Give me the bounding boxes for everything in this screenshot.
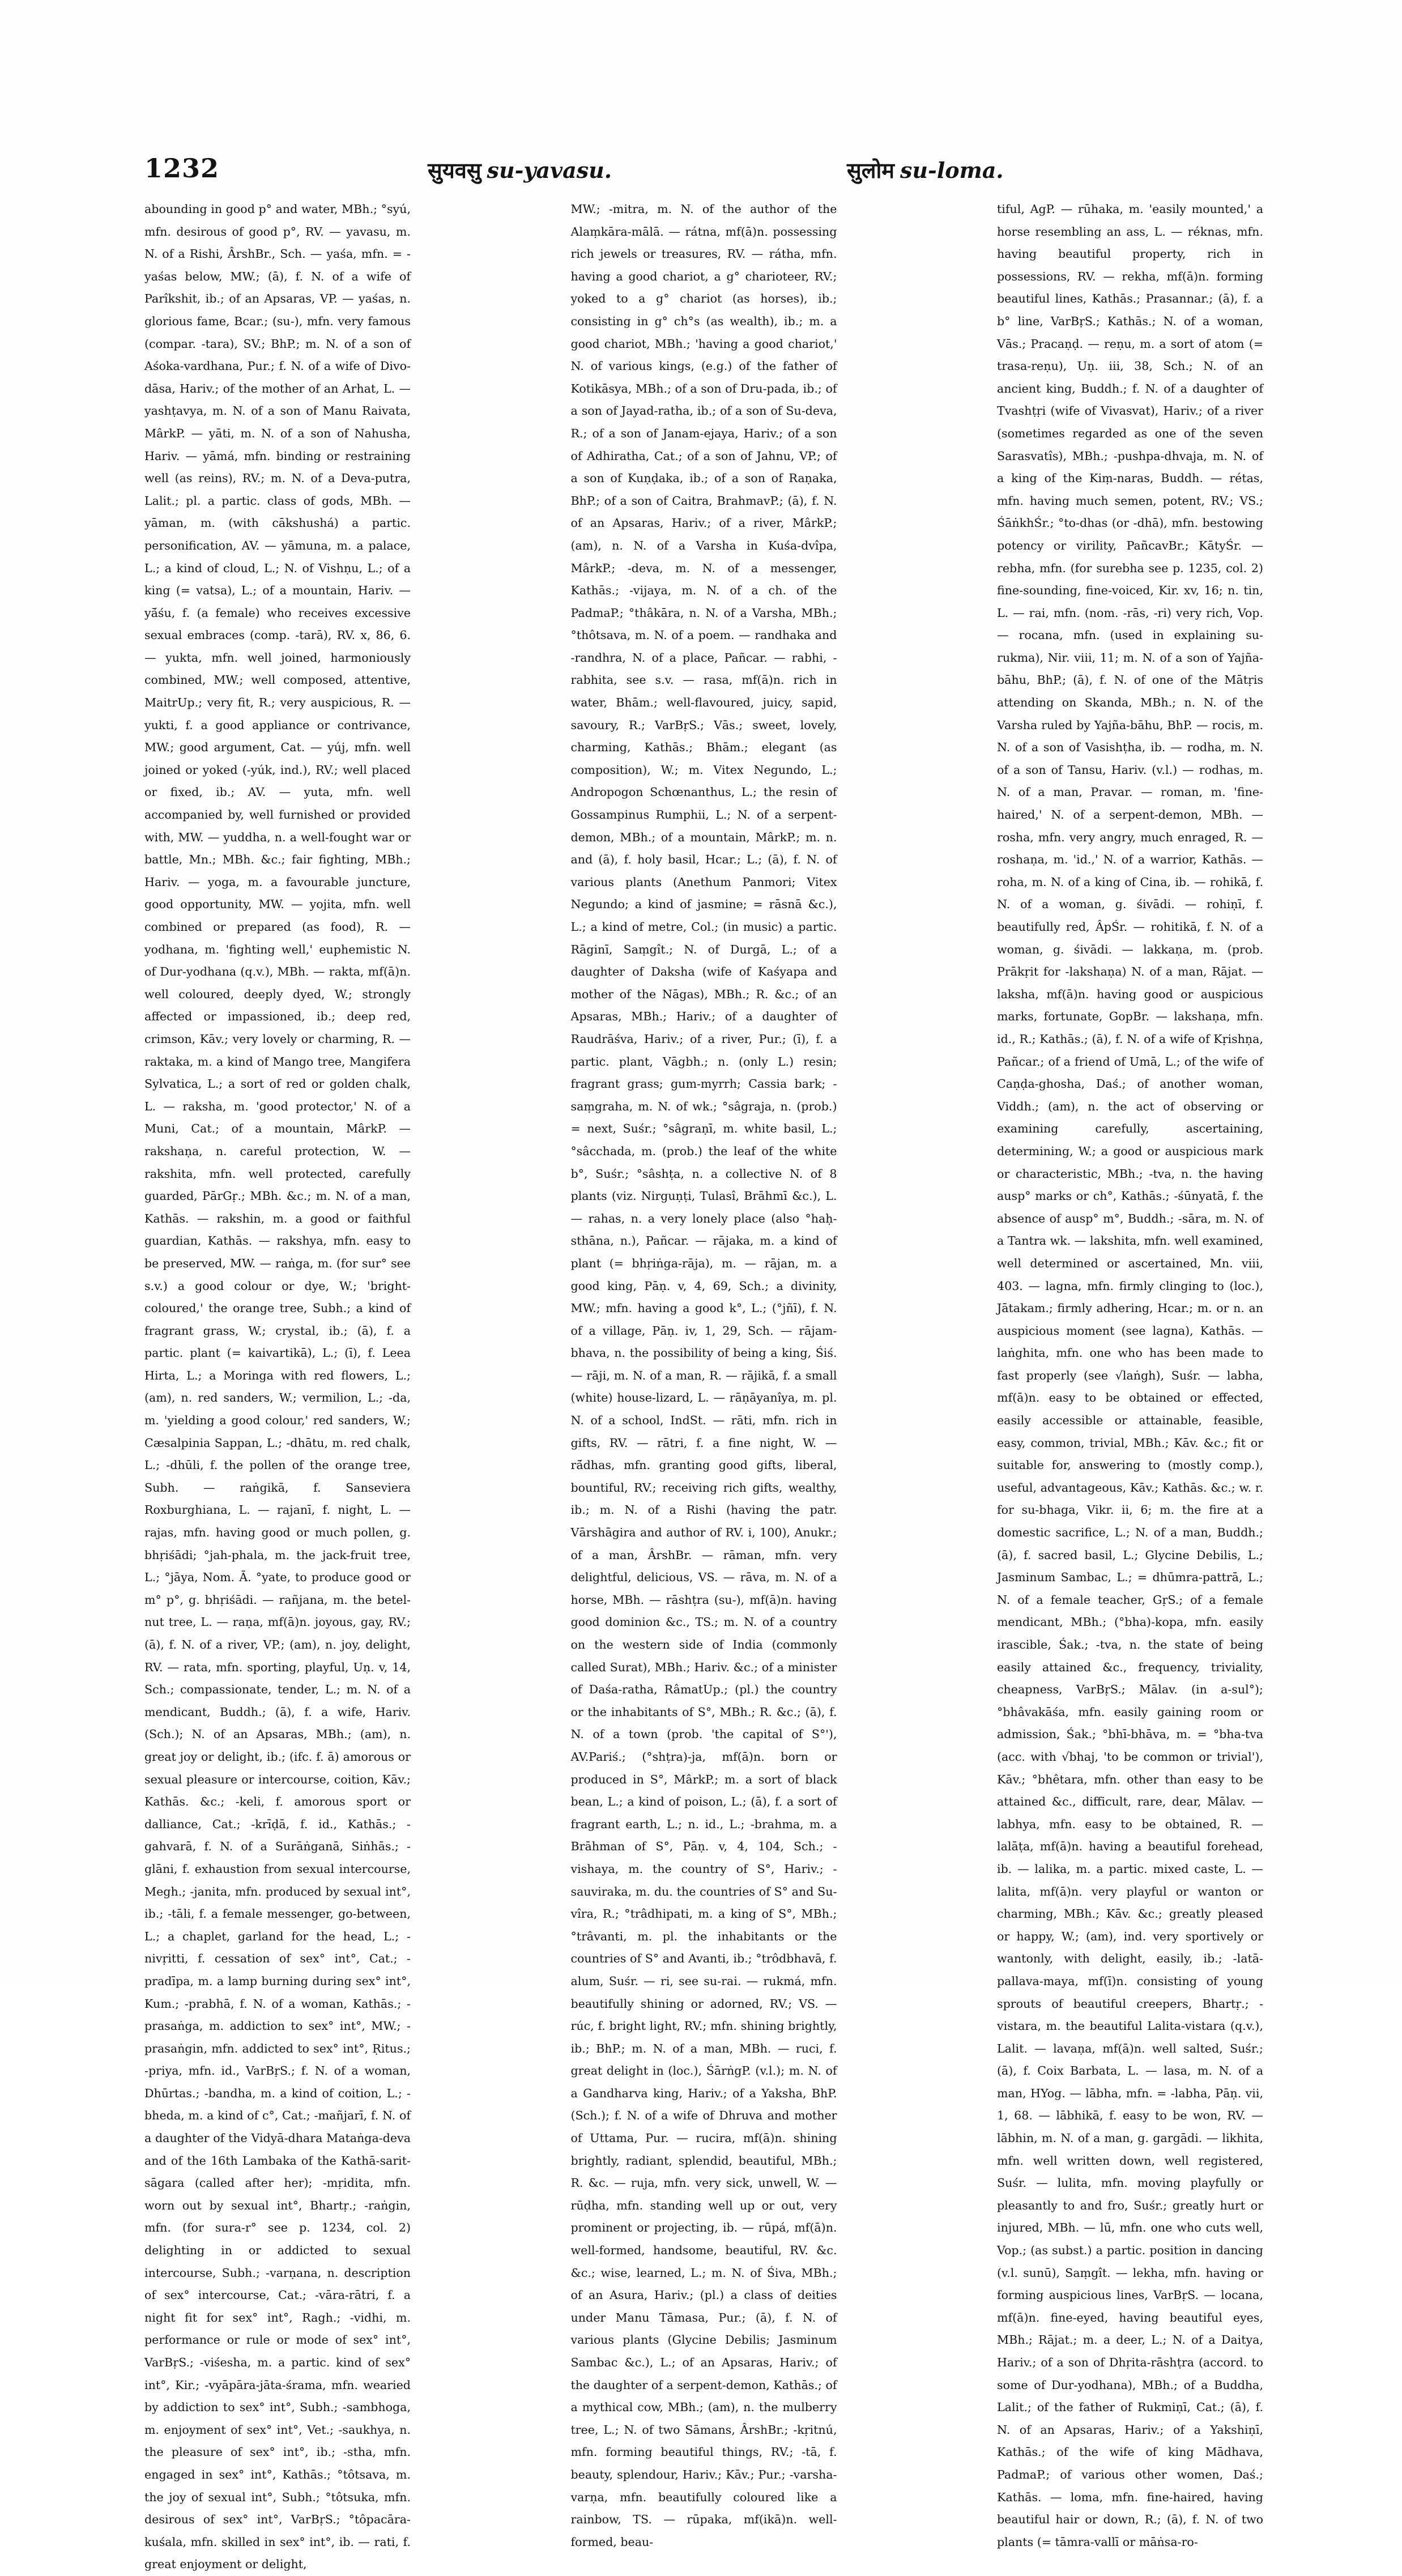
- right-head-devanagari: सुलोम: [847, 158, 895, 183]
- left-head-translit: su-yavasu.: [487, 157, 612, 183]
- page-header: [144, 153, 1263, 193]
- column-right: tiful, AgP. — rūhaka, m. 'easily mounted,' a horse resembling an ass, L. — réknas, mfn. having beautiful property, rich in possessions, RV. — rekha, mf(ā)n. forming beautiful lines, Kathās.; Prasannar.; (ā), f. a b° line, VarBṛS.; Kathās.; N. of a woman, Vās.; Pracaṇḍ. — reṇu, m. a sort of atom (= trasa-reṇu), Uṇ. iii, 38, Sch.; N. of an ancient king, Buddh.; f. N. of a daughter of Tvashṭṛi (wife of Vivasvat), Hariv.; of a river (sometimes regarded as one of the seven Sarasvatîs), MBh.; -pushpa-dhvaja, m. N. of a king of the Kiṃ-naras, Buddh. — rétas, mfn. having much semen, potent, RV.; VS.; ŚāṅkhŚr.; °to-dhas (or -dhā), mfn. bestowing potency or virility, PañcavBr.; KātyŚr. — rebha, mfn. (for surebha see p. 1235, col. 2) fine-sounding, fine-voiced, Kir. xv, 16; n. tin, L. — rai, mfn. (nom. -rās, -ri) very rich, Vop. — rocana, mfn. (used in explaining su-rukma), Nir. viii, 11; m. N. of a son of Yajña-bāhu, BhP.; (ā), f. N. of one of the Mātṛis attending on Skanda, MBh.; n. N. of the Varsha ruled by Yajña-bāhu, BhP. — rocis, m. N. of a son of Vasishṭha, ib. — rodha, m. N. of a son of Tansu, Hariv. (v.l.) — rodhas, m. N. of a man, Pravar. — roman, m. 'fine-haired,' N. of a serpent-demon, MBh. — rosha, mfn. very angry, much enraged, R. — roshaṇa, m. 'id.,' N. of a warrior, Kathās. — roha, m. N. of a king of Cina, ib. — rohikā, f. N. of a woman, g. śivādi. — rohiṇī, f. beautifully red, ÂpŚr. — rohitikā, f. N. of a woman, g. śivādi. — lakkaṇa, m. (prob. Prākṛit for -lakshaṇa) N. of a man, Rājat. — laksha, mf(ā)n. having good or auspicious marks, fortunate, GopBr. — lakshaṇa, mfn. id., R.; Kathās.; (ā), f. N. of a wife of Kṛishṇa, Pañcar.; of a friend of Umā, L.; of the wife of Caṇḍa-ghosha, Daś.; of another woman, Viddh.; (am), n. the act of observing or examining carefully, ascertaining, determining, W.; a good or auspicious mark or characteristic, MBh.; -tva, n. the having ausp° marks or ch°, Kathās.; -śūnyatā, f. the absence of ausp° m°, Buddh.; -sāra, m. N. of a Tantra wk. — lakshita, mfn. well examined, well determined or ascertained, Mn. viii, 403. — lagna, mfn. firmly clinging to (loc.), Jātakam.; firmly adhering, Hcar.; m. or n. an auspicious moment (see lagna), Kathās. — laṅghita, mfn. one who has been made to fast properly (see √laṅgh), Suśr. — labha, mf(ā)n. easy to be obtained or effected, easily accessible or attainable, feasible, easy, common, trivial, MBh.; Kāv. &c.; fit or suitable for, answering to (mostly comp.), useful, advantageous, Kāv.; Kathās. &c.; w. r. for su-bhaga, Vikr. ii, 6; m. the fire at a domestic sacrifice, L.; N. of a man, Buddh.; (ā), f. sacred basil, L.; Glycine Debilis, L.; Jasminum Sambac, L.; = dhūmra-pattrā, L.; N. of a female teacher, GṛS.; of a female mendicant, MBh.; (°bha)-kopa, mfn. easily irascible, Śak.; -tva, n. the state of being easily attained &c., frequency, triviality, cheapness, VarBṛS.; Mālav. (in a-sul°); °bhâvakāśa, mfn. easily gaining room or admission, Śak.; °bhī-bhāva, m. = °bha-tva (acc. with √bhaj, 'to be common or trivial'), Kāv.; °bhêtara, mfn. other than easy to be attained &c., difficult, rare, dear, Mālav. — labhya, mfn. easy to be obtained, R. — lalāṭa, mf(ā)n. having a beautiful forehead, ib. — lalika, m. a partic. mixed caste, L. — lalita, mf(ā)n. very playful or wanton or charming, MBh.; Kāv. &c.; greatly pleased or happy, W.; (am), ind. very sportively or wantonly, with delight, easily, ib.; -latā-pallava-maya, mf(ī)n. consisting of young sprouts of beautiful creepers, Bhartṛ.; -vistara, m. the beautiful Lalita-vistara (q.v.), Lalit. — lavaṇa, mf(ā)n. well salted, Suśr.; (ā), f. Coix Barbata, L. — lasa, m. N. of a man, HYog. — lābha, mfn. = -labha, Pāṇ. vii, 1, 68. — lābhikā, f. easy to be won, RV. — lābhin, m. N. of a man, g. gargādi. — likhita, mfn. well written down, well registered, Suśr. — lulita, mfn. moving playfully or pleasantly to and fro, Suśr.; greatly hurt or injured, MBh. — lū, mfn. one who cuts well, Vop.; (as subst.) a partic. position in dancing (v.l. sunū), Saṃgît. — lekha, mfn. having or forming auspicious lines, VarBṛS. — locana, mf(ā)n. fine-eyed, having beautiful eyes, MBh.; Rājat.; m. a deer, L.; N. of a Daitya, Hariv.; of a son of Dhṛita-rāshṭra (accord. to some of Dur-yodhana), MBh.; of a Buddha, Lalit.; of the father of Rukmiṇī, Cat.; (ā), f. N. of an Apsaras, Hariv.; of a Yakshiṇī, Kathās.; of the wife of king Mādhava, PadmaP.; of various other women, Daś.; Kathās. — loma, mfn. fine-haired, having beautiful hair or down, R.; (ā), f. N. of two plants (= tāmra-vallī or māṅsa-ro-: [997, 202, 1263, 2549]
- right-running-head: [847, 155, 1004, 185]
- page-number: 1232: [144, 153, 220, 184]
- text-columns: [144, 198, 1263, 2571]
- column-middle: MW.; -mitra, m. N. of the author of the Alaṃkāra-mālā. — rátna, mf(ā)n. possessing rich jewels or treasures, RV. — rátha, mfn. having a good chariot, a g° charioteer, RV.; yoked to a g° chariot (as horses), ib.; consisting in g° ch°s (as wealth), ib.; m. a good chariot, MBh.; 'having a good chariot,' N. of various kings, (e.g.) of the father of Kotikāsya, MBh.; of a son of Dru-pada, ib.; of a son of Jayad-ratha, ib.; of a son of Su-deva, R.; of a son of Janam-ejaya, Hariv.; of a son of Adhiratha, Cat.; of a son of Jahnu, VP.; of a son of Kuṇḍaka, ib.; of a son of Raṇaka, BhP.; of a son of Caitra, BrahmavP.; (ā), f. N. of an Apsaras, Hariv.; of a river, MârkP.; (am), n. N. of a Varsha in Kuśa-dvîpa, MârkP.; -deva, m. N. of a messenger, Kathās.; -vijaya, m. N. of a ch. of the PadmaP.; °thâkāra, n. N. of a Varsha, MBh.; °thôtsava, m. N. of a poem. — randhaka and -randhra, N. of a place, Pañcar. — rabhi, -rabhita, see s.v. — rasa, mf(ā)n. rich in water, Bhām.; well-flavoured, juicy, sapid, savoury, R.; VarBṛS.; Vās.; sweet, lovely, charming, Kathās.; Bhām.; elegant (as composition), W.; m. Vitex Negundo, L.; Andropogon Schœnanthus, L.; the resin of Gossampinus Rumphii, L.; N. of a serpent-demon, MBh.; of a mountain, MârkP.; m. n. and (ā), f. holy basil, Hcar.; L.; (ā), f. N. of various plants (Anethum Panmori; Vitex Negundo; a kind of jasmine; = rāsnā &c.), L.; a kind of metre, Col.; (in music) a partic. Rāginī, Saṃgît.; N. of Durgā, L.; of a daughter of Daksha (wife of Kaśyapa and mother of the Nāgas), MBh.; R. &c.; of an Apsaras, MBh.; Hariv.; of a daughter of Raudrāśva, Hariv.; of a river, Pur.; (ī), f. a partic. plant, Vāgbh.; n. (only L.) resin; fragrant grass; gum-myrrh; Cassia bark; -saṃgraha, m. N. of wk.; °sâgraja, n. (prob.) = next, Suśr.; °sâgraṇī, m. white basil, L.; °sâcchada, m. (prob.) the leaf of the white b°, Suśr.; °sâshṭa, n. a collective N. of 8 plants (viz. Nirguṇṭi, Tulasî, Brāhmī &c.), L. — rahas, n. a very lonely place (also °haḥ-sthāna, n.), Pañcar. — rājaka, m. a kind of plant (= bhṛiṅga-rāja), m. — rājan, m. a good king, Pāṇ. v, 4, 69, Sch.; a divinity, MW.; mfn. having a good k°, L.; (°jñī), f. N. of a village, Pāṇ. iv, 1, 29, Sch. — rājam-bhava, n. the possibility of being a king, Śiś. — rāji, m. N. of a man, R. — rājikā, f. a small (white) house-lizard, L. — rāṇāyanîya, m. pl. N. of a school, IndSt. — rāti, mfn. rich in gifts, RV. — rātri, f. a fine night, W. — rā́dhas, mfn. granting good gifts, liberal, bountiful, RV.; receiving rich gifts, wealthy, ib.; m. N. of a Rishi (having the patr. Vārshāgira and author of RV. i, 100), Anukr.; of a man, ÂrshBr. — rāman, mfn. very delightful, delicious, VS. — rāva, m. N. of a horse, MBh. — rāshṭra (su-), mf(ā)n. having good dominion &c., TS.; m. N. of a country on the western side of India (commonly called Surat), MBh.; Hariv. &c.; of a minister of Daśa-ratha, RâmatUp.; (pl.) the country or the inhabitants of S°, MBh.; R. &c.; (ā), f. N. of a town (prob. 'the capital of S°'), AV.Pariś.; (°shṭra)-ja, mf(ā)n. born or produced in S°, MârkP.; m. a sort of black bean, L.; a kind of poison, L.; (ā), f. a sort of fragrant earth, L.; n. id., L.; -brahma, m. a Brāhman of S°, Pāṇ. v, 4, 104, Sch.; -vishaya, m. the country of S°, Hariv.; -sauviraka, m. du. the countries of S° and Su-vîra, R.; °trâdhipati, m. a king of S°, MBh.; °trâvanti, m. pl. the inhabitants or the countries of S° and Avanti, ib.; °trôdbhavā, f. alum, Suśr. — ri, see su-rai. — rukmá, mfn. beautifully shining or adorned, RV.; VS. — rúc, f. bright light, RV.; mfn. shining brightly, ib.; BhP.; m. N. of a man, MBh. — ruci, f. great delight in (loc.), ŚārṅgP. (v.l.); m. N. of a Gandharva king, Hariv.; of a Yaksha, BhP. (Sch.); f. N. of a wife of Dhruva and mother of Uttama, Pur. — rucira, mf(ā)n. shining brightly, radiant, splendid, beautiful, MBh.; R. &c. — ruja, mfn. very sick, unwell, W. — rūḍha, mfn. standing well up or out, very prominent or projecting, ib. — rūpá, mf(ā)n. well-formed, handsome, beautiful, RV. &c. &c.; wise, learned, L.; m. N. of Śiva, MBh.; of an Asura, Hariv.; (pl.) a class of deities under Manu Tāmasa, Pur.; (ā), f. N. of various plants (Glycine Debilis; Jasminum Sambac &c.), L.; of an Apsaras, Hariv.; of the daughter of a serpent-demon, Kathās.; of a mythical cow, MBh.; (am), n. the mulberry tree, L.; N. of two Sāmans, ÂrshBr.; -kṛitnú, mfn. forming beautiful things, RV.; -tā, f. beauty, splendour, Hariv.; Kāv.; Pur.; -varsha-varṇa, mfn. beautifully coloured like a rainbow, TS. — rūpaka, mf(ikā)n. well-formed, beau-: [570, 202, 837, 2549]
- right-head-translit: su-loma.: [900, 157, 1004, 183]
- left-running-head: [428, 155, 612, 185]
- column-left: abounding in good p° and water, MBh.; °syú, mfn. desirous of good p°, RV. — yavasu, m. N. of a Rishi, ÂrshBr., Sch. — yaśa, mfn. = -yaśas below, MW.; (ā), f. N. of a wife of Parîkshit, ib.; of an Apsaras, VP. — yaśas, n. glorious fame, Bcar.; (su-), mfn. very famous (compar. -tara), SV.; BhP.; m. N. of a son of Aśoka-vardhana, Pur.; f. N. of a wife of Divo-dāsa, Hariv.; of the mother of an Arhat, L. — yashṭavya, m. N. of a son of Manu Raivata, MârkP. — yāti, m. N. of a son of Nahusha, Hariv. — yāmá, mfn. binding or restraining well (as reins), RV.; m. N. of a Deva-putra, Lalit.; pl. a partic. class of gods, MBh. — yāman, m. (with cākshushá) a partic. personification, AV. — yāmuna, m. a palace, L.; a kind of cloud, L.; N. of Vishṇu, L.; of a king (= vatsa), L.; of a mountain, Hariv. — yā́śu, f. (a female) who receives excessive sexual embraces (comp. -tarā), RV. x, 86, 6. — yukta, mfn. well joined, harmoniously combined, MW.; well composed, attentive, MaitrUp.; very fit, R.; very auspicious, R. — yukti, f. a good appliance or contrivance, MW.; good argument, Cat. — yúj, mfn. well joined or yoked (-yúk, ind.), RV.; well placed or fixed, ib.; AV. — yuta, mfn. well accompanied by, well furnished or provided with, MW. — yuddha, n. a well-fought war or battle, Mn.; MBh. &c.; fair fighting, MBh.; Hariv. — yoga, m. a favourable juncture, good opportunity, MW. — yojita, mfn. well combined or prepared (as food), R. — yodhana, m. 'fighting well,' euphemistic N. of Dur-yodhana (q.v.), MBh. — rakta, mf(ā)n. well coloured, deeply dyed, W.; strongly affected or impassioned, ib.; deep red, crimson, Kāv.; very lovely or charming, R. — raktaka, m. a kind of Mango tree, Mangifera Sylvatica, L.; a sort of red or golden chalk, L. — raksha, m. 'good protector,' N. of a Muni, Cat.; of a mountain, MârkP. — rakshaṇa, n. careful protection, W. — rakshita, mfn. well protected, carefully guarded, PārGṛ.; MBh. &c.; m. N. of a man, Kathās. — rakshin, m. a good or faithful guardian, Kathās. — rakshya, mfn. easy to be preserved, MW. — raṅga, m. (for sur° see s.v.) a good colour or dye, W.; 'bright-coloured,' the orange tree, Subh.; a kind of fragrant grass, W.; crystal, ib.; (ā), f. a partic. plant (= kaivartikā), L.; (ī), f. Leea Hirta, L.; a Moringa with red flowers, L.; (am), n. red sanders, W.; vermilion, L.; -da, m. 'yielding a good colour,' red sanders, W.; Cæsalpinia Sappan, L.; -dhātu, m. red chalk, L.; -dhūli, f. the pollen of the orange tree, Subh. — raṅgikā, f. Sanseviera Roxburghiana, L. — rajanī, f. night, L. — rajas, mfn. having good or much pollen, g. bhṛiśādi; °jah-phala, m. the jack-fruit tree, L.; °jāya, Nom. Ā. °yate, to produce good or m° p°, g. bhṛiśādi. — rañjana, m. the betel-nut tree, L. — raṇa, mf(ā)n. joyous, gay, RV.; (ā), f. N. of a river, VP.; (am), n. joy, delight, RV. — rata, mfn. sporting, playful, Uṇ. v, 14, Sch.; compassionate, tender, L.; m. N. of a mendicant, Buddh.; (ā), f. a wife, Hariv. (Sch.); N. of an Apsaras, MBh.; (am), n. great joy or delight, ib.; (ifc. f. ā) amorous or sexual pleasure or intercourse, coition, Kāv.; Kathās. &c.; -keli, f. amorous sport or dalliance, Cat.; -krīḍā, f. id., Kathās.; -gahvarā, f. N. of a Surāṅganā, Siṅhās.; -glāni, f. exhaustion from sexual intercourse, Megh.; -janita, mfn. produced by sexual int°, ib.; -tāli, f. a female messenger, go-between, L.; a chaplet, garland for the head, L.; -nivṛitti, f. cessation of sex° int°, Cat.; -pradīpa, m. a lamp burning during sex° int°, Kum.; -prabhā, f. N. of a woman, Kathās.; -prasaṅga, m. addiction to sex° int°, MW.; -prasaṅgin, mfn. addicted to sex° int°, Ṛitus.; -priya, mfn. id., VarBṛS.; f. N. of a woman, Dhūrtas.; -bandha, m. a kind of coition, L.; -bheda, m. a kind of c°, Cat.; -mañjarī, f. N. of a daughter of the Vidyā-dhara Mataṅga-deva and of the 16th Lambaka of the Kathā-sarit-sāgara (called after her); -mṛidita, mfn. worn out by sexual int°, Bhartṛ.; -raṅgin, mfn. (for sura-r° see p. 1234, col. 2) delighting in or addicted to sexual intercourse, Subh.; -varṇana, n. description of sex° intercourse, Cat.; -vāra-rātri, f. a night fit for sex° int°, Ragh.; -vidhi, m. performance or rule or mode of sex° int°, VarBṛS.; -viśesha, m. a partic. kind of sex° int°, Kir.; -vyāpāra-jāta-śrama, mfn. wearied by addiction to sex° int°, Subh.; -sambhoga, m. enjoyment of sex° int°, Vet.; -saukhya, n. the pleasure of sex° int°, ib.; -stha, mfn. engaged in sex° int°, Kathās.; °tôtsava, m. the joy of sexual int°, Subh.; °tôtsuka, mfn. desirous of sex° int°, VarBṛS.; °tôpacāra-kuśala, mfn. skilled in sex° int°, ib. — rati, f. great enjoyment or delight,: [144, 202, 411, 2571]
- left-head-devanagari: सुयवसु: [428, 158, 481, 183]
